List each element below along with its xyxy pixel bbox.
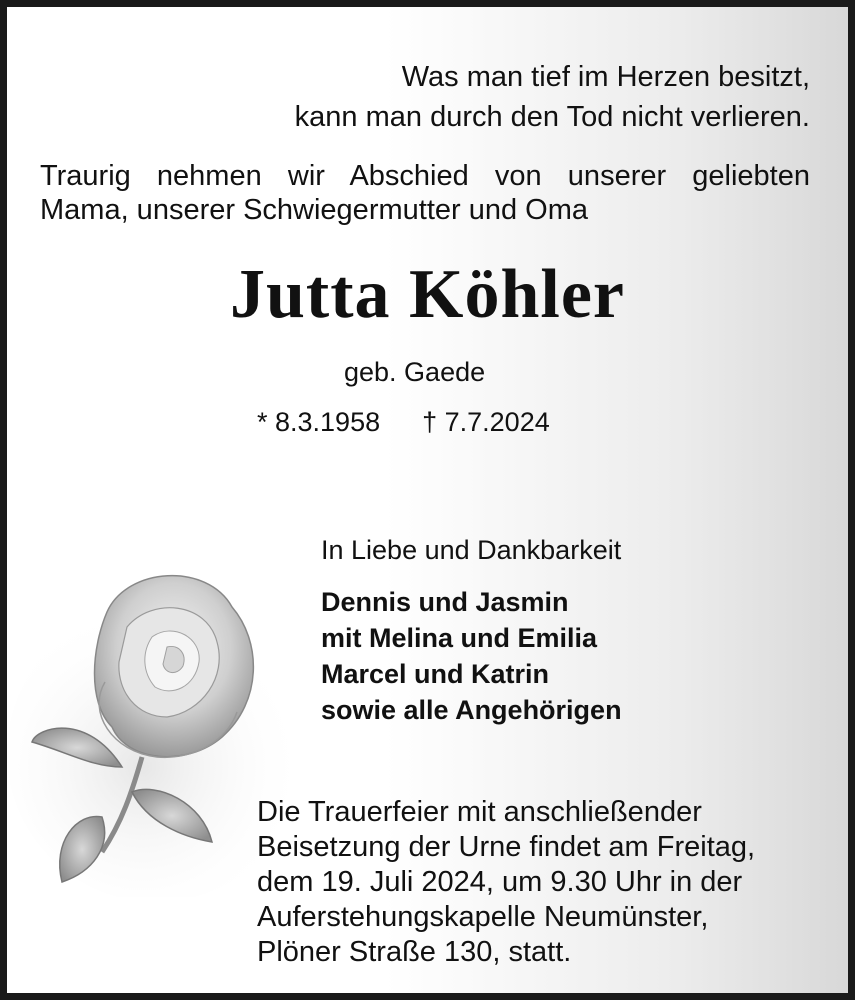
service-line: Die Trauerfeier mit anschließender — [257, 796, 702, 828]
service-line: Auferstehungskapelle Neumünster, — [257, 901, 709, 933]
family-list — [321, 584, 622, 728]
service-info — [257, 795, 755, 970]
family-line: mit Melina und Emilia — [321, 623, 598, 653]
motto-line: kann man durch den Tod nicht verlieren. — [294, 101, 810, 133]
death-date: † 7.7.2024 — [422, 407, 550, 437]
service-line: dem 19. Juli 2024, um 9.30 Uhr in der — [257, 866, 743, 898]
intro-text — [40, 159, 810, 227]
intro-line: Traurig nehmen wir Abschied von unserer geliebten — [40, 160, 810, 192]
service-line: Beisetzung der Urne findet am Freitag, — [257, 831, 756, 863]
service-line: Plöner Straße 130, statt. — [257, 936, 572, 968]
family-line: sowie alle Angehörigen — [321, 695, 622, 725]
motto-line: Was man tief im Herzen besitzt, — [401, 61, 810, 93]
birth-name: geb. Gaede — [344, 357, 486, 387]
deceased-name: Jutta Köhler — [229, 256, 626, 333]
thanks-line: In Liebe und Dankbarkeit — [321, 535, 622, 565]
life-dates — [257, 407, 550, 438]
intro-line: Mama, unserer Schwiegermutter und Oma — [40, 194, 588, 226]
motto-quote — [295, 57, 810, 137]
family-line: Dennis und Jasmin — [321, 587, 569, 617]
birth-date: * 8.3.1958 — [257, 407, 381, 437]
family-line: Marcel und Katrin — [321, 659, 550, 689]
